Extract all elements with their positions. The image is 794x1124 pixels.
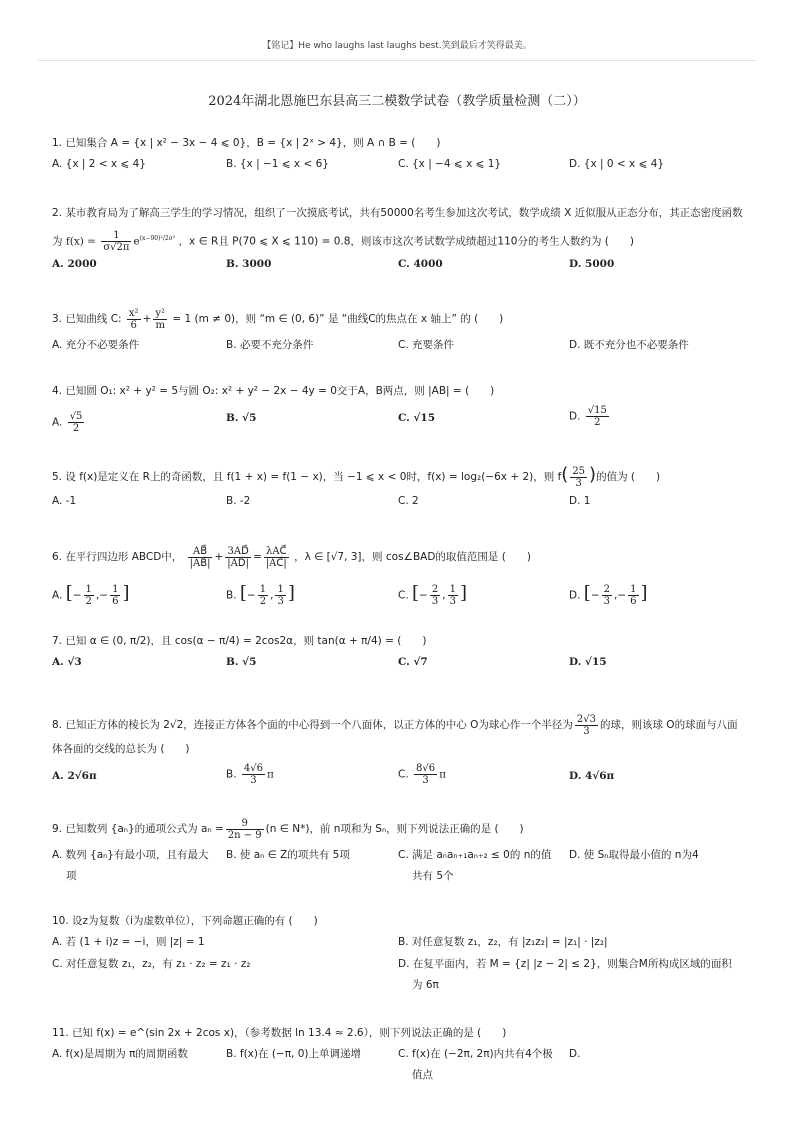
- option-d[interactable]: D. √15: [569, 656, 607, 668]
- question-stem: 1. 已知集合 A = {x | x² − 3x − 4 ⩽ 0}，B = {x | 2ˣ > 4}，则 A ∩ B = ( ): [52, 137, 441, 149]
- question-stem: 2. 某市教育局为了解高三学生的学习情况，组织了一次摸底考试，共有50000名考生参加这次考试，数学成绩 X 近似服从正态分布，其正态密度函数: [52, 207, 743, 219]
- option-a[interactable]: A. 2000: [52, 258, 97, 270]
- option-b[interactable]: B. 必要不充分条件: [226, 339, 314, 351]
- option-d[interactable]: D.: [569, 1048, 581, 1060]
- option-b[interactable]: B. 使 aₙ ∈ Z的项共有 5项: [226, 849, 350, 861]
- exam-title: 2024年湖北恩施巴东县高三二模数学试卷（教学质量检测（二））: [208, 94, 586, 109]
- option-a[interactable]: A. f(x)是周期为 π的周期函数: [52, 1048, 188, 1060]
- option-b[interactable]: B. {x | −1 ⩽ x < 6}: [226, 158, 329, 170]
- option-c[interactable]: C. 对任意复数 z₁，z₂，有 z₁ · z₂ = z₁ · z₂: [52, 958, 251, 970]
- option-b[interactable]: B. 对任意复数 z₁，z₂，有 |z₁z₂| = |z₁| · |z₂|: [398, 936, 608, 948]
- option-d[interactable]: D. 既不充分也不必要条件: [569, 339, 689, 351]
- density-exponent: (x−90)²/2σ²: [139, 235, 176, 242]
- question-stem: 7. 已知 α ∈ (0, π/2)，且 cos(α − π/4) = 2cos2α，则 tan(α + π/4) = ( ): [52, 635, 427, 647]
- option-c[interactable]: C. [− $\frac{2}{3}$ , $\frac{1}{3}$ ]: [398, 582, 467, 607]
- option-b[interactable]: B. f(x)在 (−π, 0)上单调递增: [226, 1048, 361, 1060]
- question-8: 8. 已知正方体的棱长为 2√2，连接正方体各个面的中心得到一个八面体，以正方体的中心 O为球心作一个半径为 $\frac{2√3}{3}$ 的球，则该球 O的球面与八面 体各面的交线的总长为 ( ) A. 2√6π B. $\frac{4√6}{3}$ π C. $\frac{8√6}{3}$ π D. 4√6π: [52, 713, 738, 786]
- option-a[interactable]: A. 2√6π: [52, 770, 97, 782]
- question-6: 6. 在平行四边形 ABCD中， $\frac{AB⃗}{|AB⃗|}$ + $\frac{3AD⃗}{|AD⃗|}$ = $\frac{\text{λAC⃗}}{|AC⃗|}$ ，λ ∈ [√7, 3]，则 cos∠BAD的取值范围是 ( ) A. [− $\frac{1}{2}$ ,− $\frac{1}{6}$ ] B. [− $\frac{1}{2}$ , $\frac{1}{3}$ ] C. [− $\frac{2}{3}$ , $\frac{1}{3}$ ] D. [− $\frac{2}{3}$ ,− $\frac{1}{6}$ ]: [52, 545, 648, 607]
- option-d[interactable]: D. {x | 0 < x ⩽ 4}: [569, 158, 665, 170]
- option-d[interactable]: D. 使 Sₙ取得最小值的 n为4: [569, 849, 699, 861]
- option-c[interactable]: C. 4000: [398, 258, 443, 270]
- option-c[interactable]: C. √15: [398, 412, 435, 424]
- option-b[interactable]: B. √5: [226, 656, 257, 668]
- option-a[interactable]: A. [− $\frac{1}{2}$ ,− $\frac{1}{6}$ ]: [52, 582, 130, 607]
- option-d[interactable]: D. 在复平面内，若 M = {z| |z − 2| ≤ 2}，则集合M所构成区域的面积 为 6π: [398, 958, 732, 991]
- question-4: [52, 384, 752, 435]
- option-a[interactable]: A. {x | 2 < x ⩽ 4}: [52, 158, 146, 170]
- option-c[interactable]: C. 充要条件: [398, 339, 455, 351]
- fraction-x2-6: $\frac{\text{x²}}{6}$: [128, 307, 139, 331]
- option-b[interactable]: B. 3000: [226, 258, 272, 270]
- option-c[interactable]: C. 满足 aₙaₙ₊₁aₙ₊₂ ≤ 0的 n的值 共有 5个: [398, 849, 552, 882]
- question-11: [52, 1026, 752, 1087]
- option-d[interactable]: D. $\frac{√15}{2}$: [569, 405, 607, 428]
- option-c[interactable]: C. f(x)在 (−2π, 2π)内共有4个极 值点: [398, 1048, 553, 1081]
- option-a[interactable]: A. √3: [52, 656, 82, 668]
- density-fraction: $\frac{1}{\sigma√2\pi}$: [103, 230, 130, 253]
- question-10: [52, 914, 752, 997]
- option-a[interactable]: A. $\frac{√5}{2}$: [52, 411, 83, 434]
- option-a[interactable]: A. -1: [52, 495, 77, 507]
- fraction-y2-m: $\frac{\text{y²}}{m}$: [155, 307, 166, 331]
- option-c[interactable]: C. √7: [398, 656, 428, 668]
- option-b[interactable]: B. -2: [226, 495, 251, 507]
- question-stem: 11. 已知 f(x) = e^(sin 2x + 2cos x)，（参考数据 ln 13.4 ≈ 2.6），则下列说法正确的是 ( ): [52, 1027, 507, 1039]
- option-b[interactable]: B. √5: [226, 412, 257, 424]
- header-divider: [38, 60, 756, 61]
- option-c[interactable]: C. {x | −4 ⩽ x ⩽ 1}: [398, 158, 502, 170]
- option-b[interactable]: B. [− $\frac{1}{2}$ , $\frac{1}{3}$ ]: [226, 582, 295, 607]
- question-1: [52, 136, 752, 177]
- question-9: 9. 已知数列 {aₙ}的通项公式为 aₙ = $\frac{9}{2n - 9}$ (n ∈ N*)，前 n项和为 Sₙ，则下列说法正确的是 ( ) A. 数列 {aₙ}有最小项，且有最大 项 B. 使 aₙ ∈ Z的项共有 5项 C. 满足 aₙaₙ₊₁aₙ₊₂ ≤ 0的 n的值 共有 5个 D. 使 Sₙ取得最小值的 n为4: [52, 817, 699, 882]
- option-d[interactable]: D. 4√6π: [569, 770, 615, 782]
- option-d[interactable]: D. 1: [569, 495, 591, 507]
- option-a[interactable]: A. 数列 {aₙ}有最小项，且有最大 项: [52, 849, 209, 882]
- question-7: [52, 634, 752, 675]
- option-d[interactable]: D. 5000: [569, 258, 615, 270]
- question-stem: 4. 已知圆 O₁: x² + y² = 5与圆 O₂: x² + y² − 2x − 4y = 0交于A，B两点，则 |AB| = ( ): [52, 385, 495, 397]
- question-stem: 10. 设z为复数（i为虚数单位），下列命题正确的有 ( ): [52, 915, 318, 927]
- option-b[interactable]: B. $\frac{4√6}{3}$ π: [226, 763, 274, 786]
- option-a[interactable]: A. 若 (1 + i)z = −i，则 |z| = 1: [52, 936, 205, 948]
- option-a[interactable]: A. 充分不必要条件: [52, 339, 140, 351]
- option-c[interactable]: C. $\frac{8√6}{3}$ π: [398, 763, 447, 786]
- question-3: 3. 已知曲线 C: $\frac{\text{x²}}{6}$ + $\frac{\text{y²}}{m}$ = 1 (m ≠ 0)，则 “m ∈ (0, 6)” 是 “曲线C的焦点在 x 轴上” 的 ( ) A. 充分不必要条件 B. 必要不充分条件 C. 充要条件 D. 既不充分也不必要条件: [52, 307, 689, 351]
- question-5: 5. 设 f(x)是定义在 R上的奇函数，且 f(1 + x) = f(1 − x)，当 −1 ⩽ x < 0时，f(x) = log₂(−6x + 2)，则 f( $\frac{25}{3}$ )的值为 ( ) A. -1 B. -2 C. 2 D. 1: [52, 464, 661, 507]
- question-2: 2. 某市教育局为了解高三学生的学习情况，组织了一次摸底考试，共有50000名考生参加这次考试，数学成绩 X 近似服从正态分布，其正态密度函数 为 f(x) = $\frac{1}{\sigma√2\pi}$ $e^{(x-90)^2/2\sigma^2}$ ，x ∈ R且 P(70 ⩽ X ⩽ 110) = 0.8，则该市这次考试数学成绩超过110分的考生人数约为 ( ) A. 2000 B. 3000 C. 4000 D. 5000: [52, 206, 752, 277]
- page-header-motto: 【铭记】He who laughs last laughs best.笑到最后才笑得最美。: [262, 41, 532, 51]
- option-d[interactable]: D. [− $\frac{2}{3}$ ,− $\frac{1}{6}$ ]: [569, 582, 648, 607]
- option-c[interactable]: C. 2: [398, 495, 419, 507]
